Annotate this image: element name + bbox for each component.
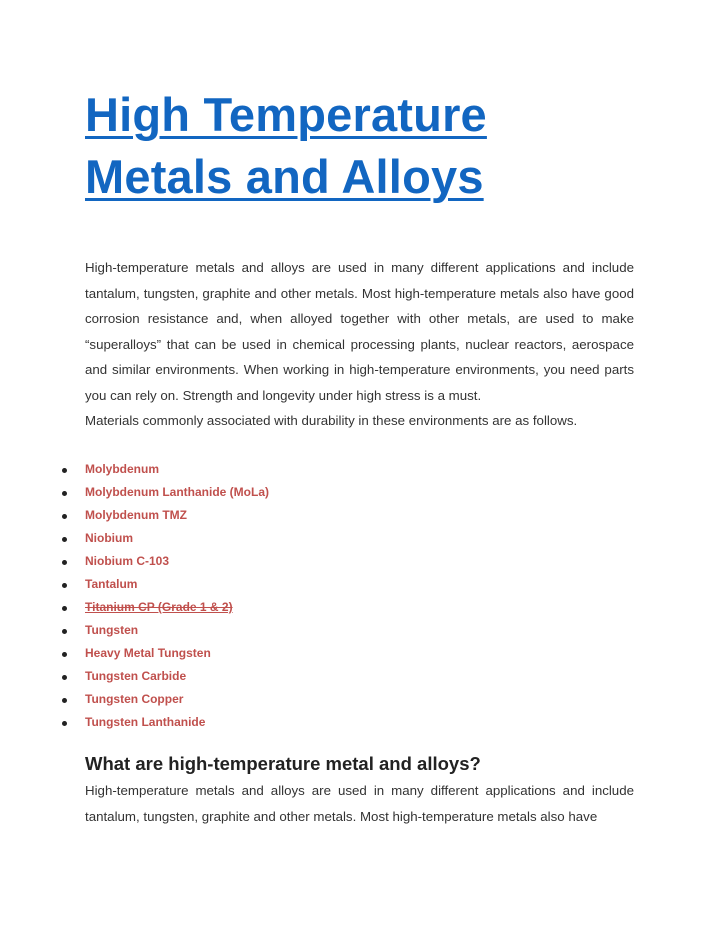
section-heading: What are high-temperature metal and alloys? bbox=[85, 753, 481, 774]
metal-link-heavy-metal-tungsten[interactable]: Heavy Metal Tungsten bbox=[85, 646, 211, 660]
metal-link-molybdenum-tmz[interactable]: Molybdenum TMZ bbox=[85, 508, 187, 522]
metal-link-tungsten-copper[interactable]: Tungsten Copper bbox=[85, 692, 184, 706]
intro-followup: Materials commonly associated with durability in these environments are as follows. bbox=[85, 413, 578, 428]
metal-link-tungsten[interactable]: Tungsten bbox=[85, 623, 139, 637]
bullet-icon bbox=[62, 652, 67, 657]
metal-link-niobium-c103[interactable]: Niobium C-103 bbox=[85, 554, 170, 568]
bullet-icon bbox=[62, 606, 67, 611]
bullet-icon bbox=[62, 629, 67, 634]
page-title-line-2[interactable]: Metals and Alloys bbox=[85, 150, 484, 203]
metal-list-item[interactable] bbox=[0, 596, 720, 619]
bullet-icon bbox=[62, 675, 67, 680]
bullet-icon bbox=[62, 491, 67, 496]
intro-paragraph: High-temperature metals and alloys are used in many different applications and include tantalum, tungsten, graphite and other metals. Most high-temperature metals also have good corrosion resistance and, when alloyed together with other metals, are used to make “superalloys” that can be used in chemical processing plants, nuclear reactors, aerospace and similar environments. When working in high-temperature environments, you need parts you can rely on. Strength and longevity under high stress is a must. bbox=[85, 260, 634, 403]
bullet-icon bbox=[62, 721, 67, 726]
metal-link-tungsten-carbide[interactable]: Tungsten Carbide bbox=[85, 669, 187, 683]
bullet-icon bbox=[62, 468, 67, 473]
page-title[interactable] bbox=[85, 84, 645, 208]
bullet-icon bbox=[62, 583, 67, 588]
metal-list-item[interactable] bbox=[0, 619, 720, 642]
metal-link-tungsten-lanthanide[interactable]: Tungsten Lanthanide bbox=[85, 715, 206, 729]
metal-list-item[interactable] bbox=[0, 642, 720, 665]
metal-link-molybdenum[interactable]: Molybdenum bbox=[85, 462, 159, 476]
page-title-line-1[interactable]: High Temperature bbox=[85, 88, 487, 141]
metal-list-item[interactable] bbox=[0, 573, 720, 596]
metals-list bbox=[0, 458, 720, 734]
bullet-icon bbox=[62, 560, 67, 565]
bullet-icon bbox=[62, 698, 67, 703]
metal-list-item[interactable] bbox=[0, 527, 720, 550]
metal-list-item[interactable] bbox=[0, 550, 720, 573]
metal-link-molybdenum-lanthanide[interactable]: Molybdenum Lanthanide (MoLa) bbox=[85, 485, 269, 499]
metal-link-tantalum[interactable]: Tantalum bbox=[85, 577, 138, 591]
metal-list-item[interactable] bbox=[0, 688, 720, 711]
metal-link-niobium[interactable]: Niobium bbox=[85, 531, 133, 545]
section-paragraph: High-temperature metals and alloys are used in many different applications and include tantalum, tungsten, graphite and other metals. Most high-temperature metals also have bbox=[85, 783, 634, 824]
metal-list-item[interactable] bbox=[0, 711, 720, 734]
bullet-icon bbox=[62, 537, 67, 542]
bullet-icon bbox=[62, 514, 67, 519]
metal-list-item[interactable] bbox=[0, 481, 720, 504]
metal-list-item[interactable] bbox=[0, 458, 720, 481]
metal-link-titanium-cp[interactable]: Titanium CP (Grade 1 & 2) bbox=[85, 600, 233, 614]
metal-list-item[interactable] bbox=[0, 504, 720, 527]
metal-list-item[interactable] bbox=[0, 665, 720, 688]
